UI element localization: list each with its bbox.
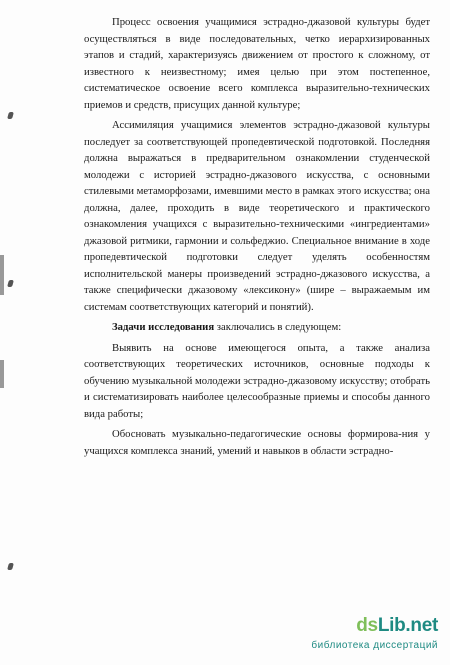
document-body xyxy=(84,14,430,459)
scan-edge-mark xyxy=(0,255,4,295)
dslib-logo: dsLib.net xyxy=(356,615,438,636)
paragraph-tasks-heading xyxy=(84,319,430,336)
binding-hole-mark xyxy=(7,112,14,119)
paragraph-process: Процесс освоения учащимися эстрадно-джазовой культуры будет осуществляться в виде последовательных, четко иерархизированных этапов и стадий, характеризуясь движением от простого к сложному, от известного к неизвестному; имея целью при этом постепенное, систематическое освоение всего комплекса выразительно-технических приемов и средств, присущих данной культуре; xyxy=(84,16,430,111)
binding-hole-mark xyxy=(7,563,14,570)
dslib-subtitle: библиотека диссертаций xyxy=(311,640,438,651)
paragraph-task-2: Обосновать музыкально-педагогические основы формирова-ния у учащихся комплекса знаний, умений и навыков в области эстрадно- xyxy=(84,428,430,457)
paragraph-assimilation: Ассимиляция учащимися элементов эстрадно-джазовой культуры последует за соответствующей пропедевтической подготовкой. Последняя должна выражаться в предварительном ознакомлении студенческой молодежи с историей эстрадно-джазового искусства, с основными стилевыми метаморфозами, имевшими место в рамках этого искусства; она должна, далее, проходить в виде теоретического и практического ознакомления учащихся с выразительно-техническими «ингредиентами» джазовой ритмики, гармонии и сольфеджио. Специальное внимание в ходе пропедевтической подготовки следует уделять особенностям исполнительской манеры произведений эстрадно-джазового искусства, а также специфически джазовому «лексикону» (шире – выражаемым им системам соответствующих категорий и понятий). xyxy=(84,119,430,313)
dslib-watermark xyxy=(310,615,438,655)
tasks-label-rest: заключались в следующем: xyxy=(214,321,342,333)
tasks-label: Задачи исследования xyxy=(112,321,215,333)
paragraph-task-1: Выявить на основе имеющегося опыта, а также анализа соответствующих теоретических источников, основные подходы к обучению музыкальной молодежи эстрадно-джазовому искусству; отобрать и систематизировать наиболее целесообразные приемы и способы данного вида работы; xyxy=(84,341,430,420)
binding-hole-mark xyxy=(7,280,14,287)
scan-edge-mark xyxy=(0,360,4,388)
